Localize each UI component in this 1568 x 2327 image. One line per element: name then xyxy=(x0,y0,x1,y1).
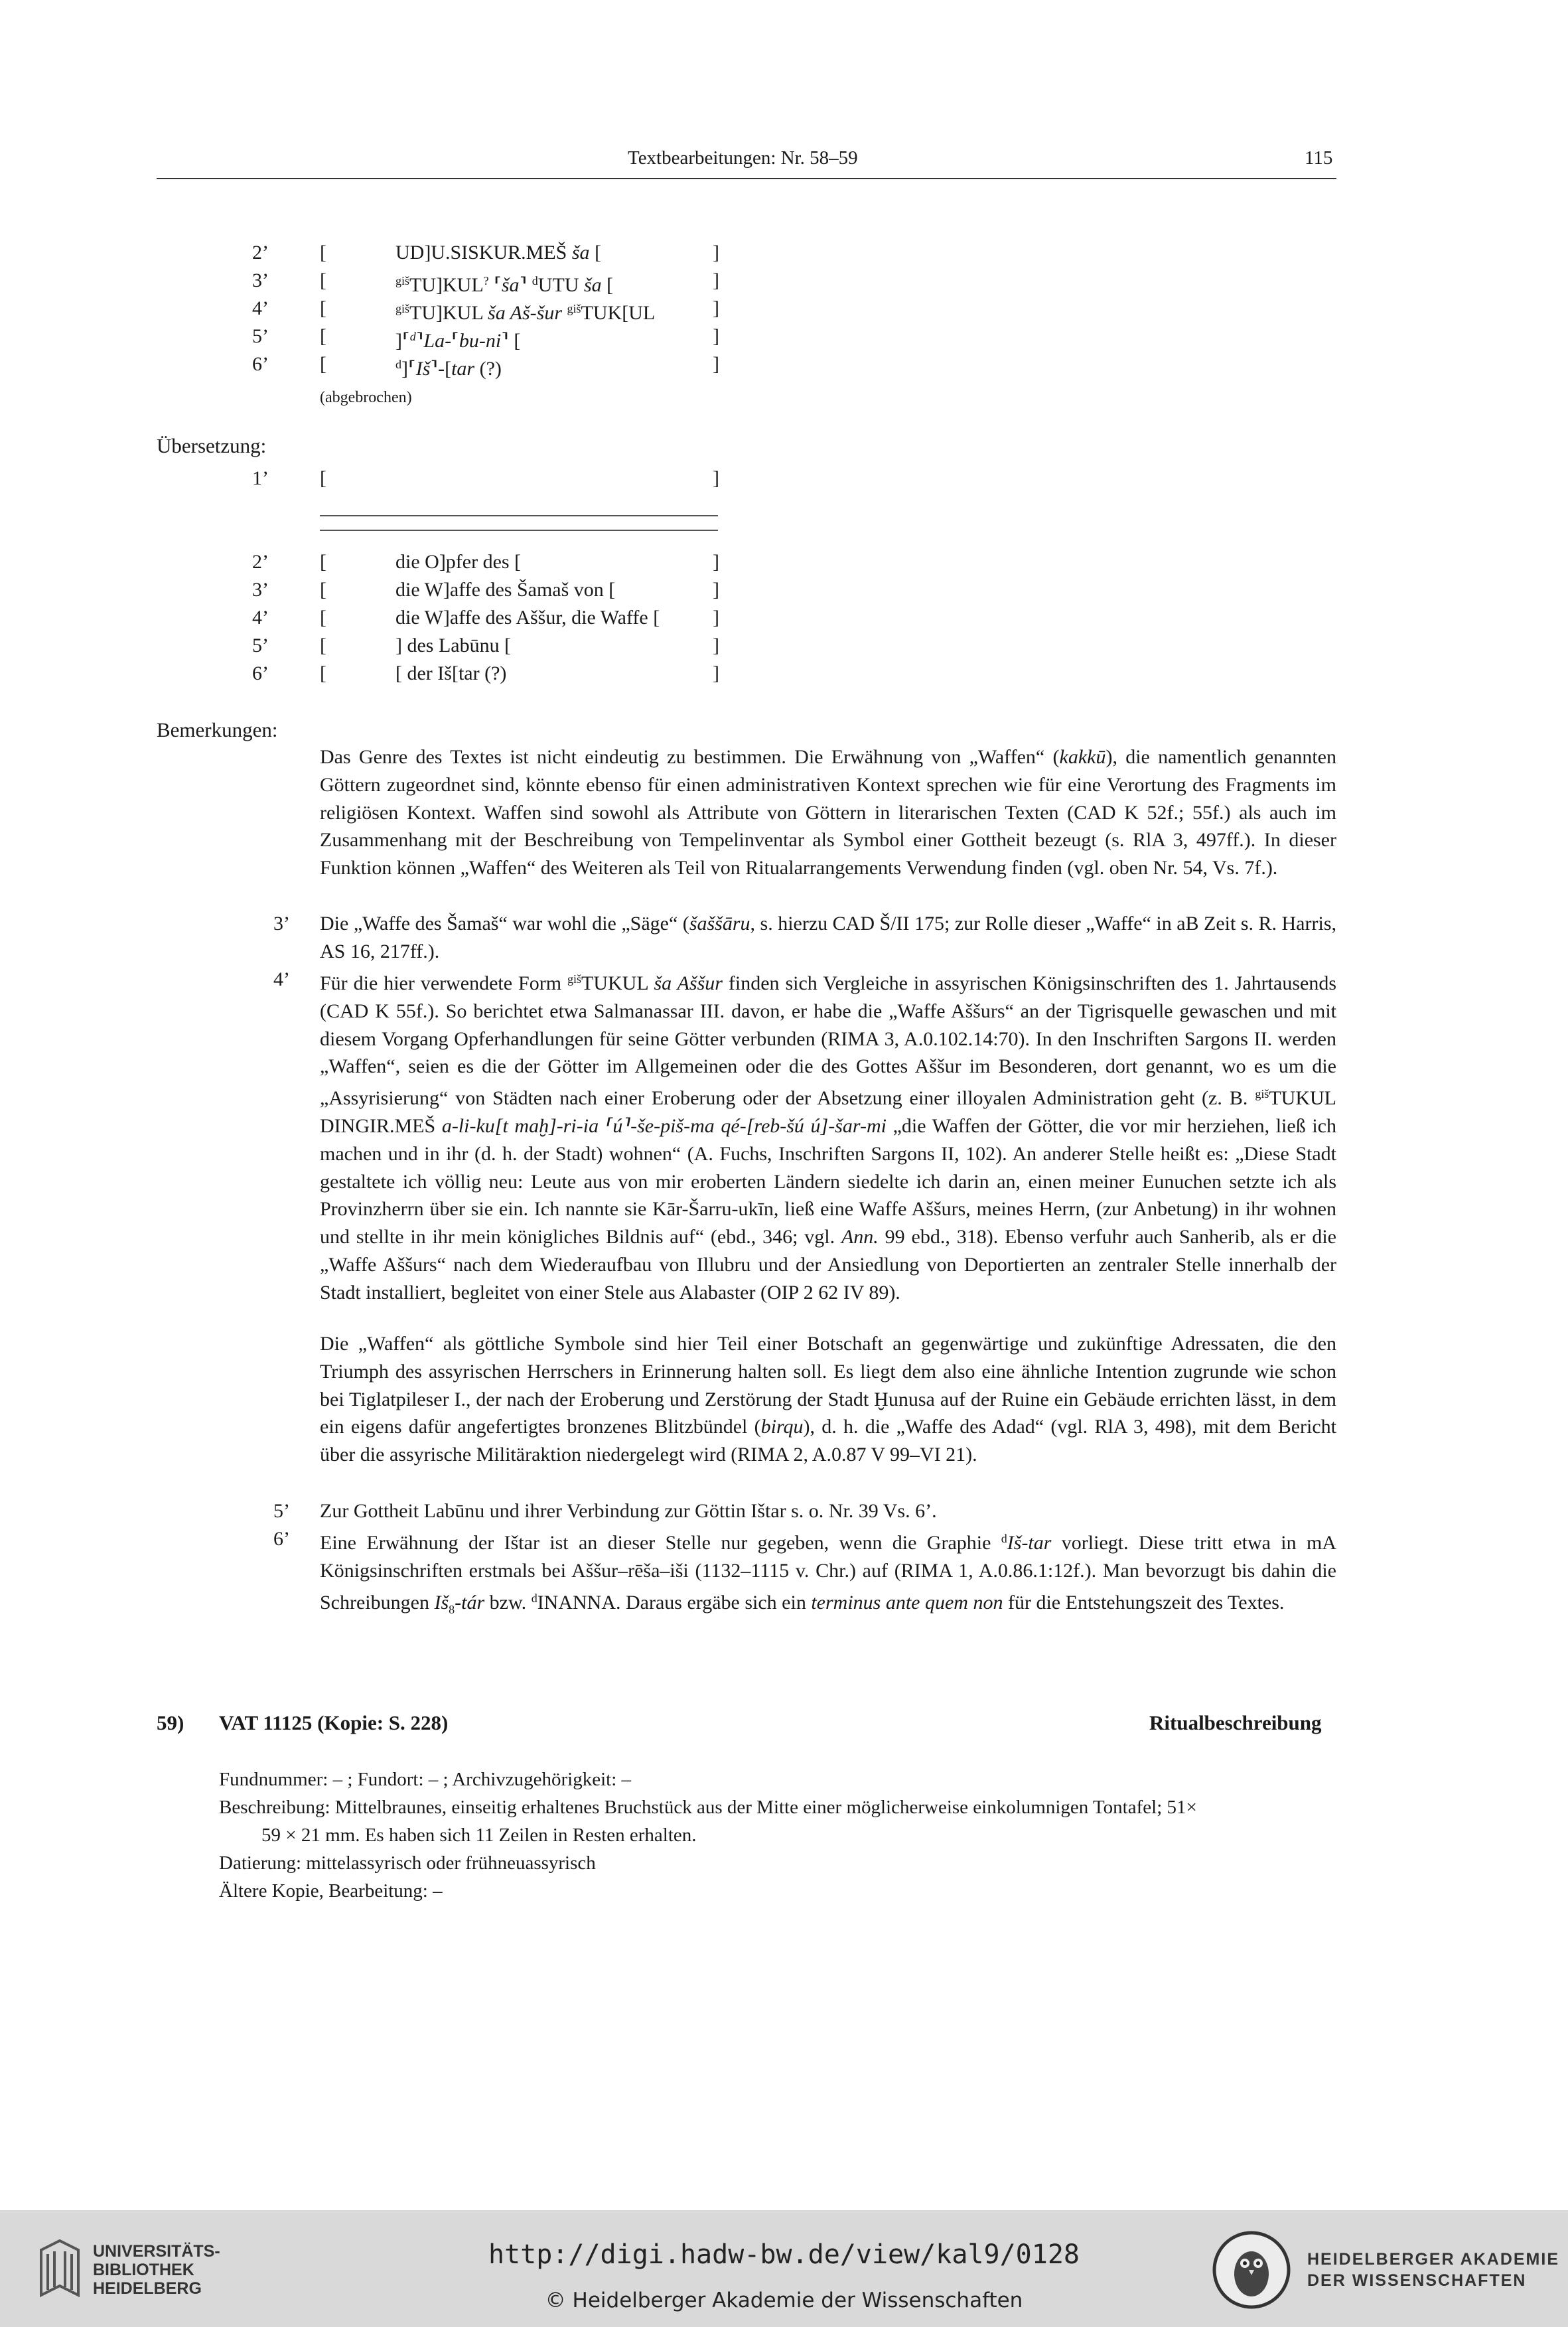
translation-line: die W]affe des Aššur, die Waffe [ xyxy=(395,607,660,629)
transliteration-line: UD]U.SISKUR.MEŠ ša [ xyxy=(395,242,602,263)
line-number: 4’ xyxy=(252,297,269,319)
left-bracket: [ xyxy=(320,467,326,489)
broken-off-note: (abgebrochen) xyxy=(320,389,412,406)
remark-line-ref: 6’ xyxy=(273,1528,290,1550)
transliteration-line: $^{giš}$TU]KUL ša Aš-šur $^{giš}$TUK[UL xyxy=(395,302,656,324)
left-bracket: [ xyxy=(320,297,326,319)
meta-line: Ältere Kopie, Bearbeitung: – xyxy=(219,1880,443,1902)
right-bracket: ] xyxy=(713,242,719,263)
left-bracket: [ xyxy=(320,325,326,347)
line-number: 5’ xyxy=(252,325,269,347)
meta-line: Beschreibung: Mittelbraunes, einseitig erhaltenes Bruchstück aus der Mitte einer möglicherweise einkolumnigen Tontafel; 51× xyxy=(219,1797,1197,1818)
page-number: 115 xyxy=(1305,147,1333,169)
left-bracket: [ xyxy=(320,662,326,684)
right-bracket: ] xyxy=(713,635,719,656)
remarks-label: Bemerkungen: xyxy=(157,718,278,741)
line-number: 2’ xyxy=(252,551,269,573)
meta-line: Datierung: mittelassyrisch oder frühneuassyrisch xyxy=(219,1852,596,1874)
left-bracket: [ xyxy=(320,607,326,629)
translation-line: die W]affe des Šamaš von [ xyxy=(395,579,616,601)
left-bracket: [ xyxy=(320,551,326,573)
meta-line: 59 × 21 mm. Es haben sich 11 Zeilen in Resten erhalten. xyxy=(261,1825,697,1846)
running-title: Textbearbeitungen: Nr. 58–59 xyxy=(628,147,858,169)
line-number: 1’ xyxy=(252,467,269,489)
line-number: 3’ xyxy=(252,579,269,601)
line-number: 5’ xyxy=(252,635,269,656)
translation-line: die O]pfer des [ xyxy=(395,551,522,573)
left-bracket: [ xyxy=(320,579,326,601)
transliteration-line: ]⸢$^d$⸣La-⸢bu-ni⸣ [ xyxy=(395,330,521,352)
right-bracket: ] xyxy=(713,579,719,601)
translation-label: Übersetzung: xyxy=(157,434,267,457)
translation-line: [ der Iš[tar (?) xyxy=(395,662,507,684)
remarks-paragraph: Die „Waffen“ als göttliche Symbole sind hier Teil einer Botschaft an gegenwärtige und zukünftige Adressaten, die den Triumph des assyrischen Herrschers in Erinnerung halten soll. Es liegt dem also eine ähnliche Intention zugrunde wie schon bei Tiglatpileser I., der nach der Eroberung und Zerstörung der Stadt Ḫunusa auf der Ruine ein Gebäude errichten lässt, in dem ein eigens dafür angefertigtes bronzenes Blitzbündel (birqu), d. h. die „Waffe des Adad“ (vgl. RlA 3, 498), mit dem Bericht über die assyrische Militäraktion niedergelegt wird (RIMA 2, A.0.87 V 99–VI 21). xyxy=(320,1333,1336,1466)
remark-line-ref: 3’ xyxy=(273,913,290,935)
line-number: 2’ xyxy=(252,242,269,263)
left-bracket: [ xyxy=(320,269,326,291)
permalink-url[interactable]: http://digi.hadw-bw.de/view/kal9/0128 xyxy=(488,2239,1080,2270)
right-bracket: ] xyxy=(713,662,719,684)
meta-line: Fundnummer: – ; Fundort: – ; Archivzugehörigkeit: – xyxy=(219,1769,632,1790)
transliteration-line: $^{giš}$TU]KUL? ⸢ša⸣ $^d$UTU ša [ xyxy=(395,274,614,296)
entry-number: 59) xyxy=(157,1711,184,1734)
remarks-paragraph: Das Genre des Textes ist nicht eindeutig zu bestimmen. Die Erwähnung von „Waffen“ (kakkū), die namentlich genannten Göttern zugeordnet sind, könnte ebenso für einen administrativen Kontext sprechen wie für eine Verortung des Fragments im religiösen Kontext. Waffen sind sowohl als Attribute von Göttern in literarischen Texten (CAD K 52f.; 55f.) als auch im Zusammenhang mit der Beschreibung von Tempelinventar als Symbol einer Gottheit bezeugt (s. RlA 3, 497ff.). In dieser Funktion können „Waffen“ des Weiteren als Teil von Ritualarrangements Verwendung finden (vgl. oben Nr. 54, Vs. 7f.). xyxy=(320,746,1336,879)
right-bracket: ] xyxy=(713,269,719,291)
transliteration-line: $^d$]⸢Iš⸣-[tar (?) xyxy=(395,358,502,380)
line-number: 3’ xyxy=(252,269,269,291)
right-bracket: ] xyxy=(713,551,719,573)
right-bracket: ] xyxy=(713,297,719,319)
hadw-label: HEIDELBERGER AKADEMIE DER WISSENSCHAFTEN xyxy=(1307,2250,1559,2290)
right-bracket: ] xyxy=(713,353,719,375)
header-rule xyxy=(157,178,1336,179)
divider-line xyxy=(320,515,718,516)
remark-line-ref: 4’ xyxy=(273,968,290,990)
ub-heidelberg-label: UNIVERSITÄTS- BIBLIOTHEK HEIDELBERG xyxy=(93,2242,220,2298)
owl-medallion-icon xyxy=(1212,2230,1291,2310)
right-bracket: ] xyxy=(713,467,719,489)
right-bracket: ] xyxy=(713,325,719,347)
entry-genre: Ritualbeschreibung xyxy=(1149,1711,1322,1734)
right-bracket: ] xyxy=(713,607,719,629)
remark-line-ref: 5’ xyxy=(273,1500,290,1522)
divider-line xyxy=(320,530,718,531)
translation-line: ] des Labūnu [ xyxy=(395,635,512,656)
remarks-paragraph: Die „Waffe des Šamaš“ war wohl die „Säge“ (šaššāru, s. hierzu CAD Š/II 175; zur Rolle dieser „Waffe“ in aB Zeit s. R. Harris, AS 16, 217ff.). xyxy=(320,913,1336,962)
line-number: 4’ xyxy=(252,607,269,629)
line-number: 6’ xyxy=(252,662,269,684)
line-number: 6’ xyxy=(252,353,269,375)
left-bracket: [ xyxy=(320,242,326,263)
left-bracket: [ xyxy=(320,635,326,656)
remarks-paragraph: Für die hier verwendete Form $^{giš}$TUKUL ša Aššur finden sich Vergleiche in assyrischen Königsinschriften des 1. Jahrtausends (CAD K 55f.). So berichtet etwa Salmanassar III. davon, er habe die „Waffe Aššurs“ an der Tigrisquelle gewaschen und mit diesem Vorgang Opferhandlungen für seine Götter verbunden (RIMA 3, A.0.102.14:70). In den Inschriften Sargons II. werden „Waffen“, seien es die der Götter im Allgemeinen oder die des Gottes Aššur im Besonderen, dort genannt, wo es um die „Assyrisierung“ von Städten nach einer Eroberung oder der Absetzung einer illoyalen Administration geht (z. B. $^{giš}$TUKUL DINGIR.MEŠ a-li-ku[t maḫ]-ri-ia ⸢ú⸣-še-piš-ma qé-[reb-šú ú]-šar-mi „die Waffen der Götter, die vor mir herziehen, ließ ich machen und in ihr (d. h. der Stadt) wohnen“ (A. Fuchs, Inschriften Sargons II, 102). An anderer Stelle heißt es: „Diese Stadt gestaltete ich völlig neu: Leute aus von mir eroberten Ländern siedelte ich darin an, einen meiner Eunuchen setzte ich als Provinzherrn über sie ein. Ich nannte sie Kār-Šarru-ukīn, ließ eine Waffe Aššurs, meines Herrn, (zur Anbetung) in ihr wohnen und stellte in ihr mein königliches Bildnis auf“ (ebd., 346; vgl. Ann. 99 ebd., 318). Ebenso verfuhr auch Sanherib, als er die „Waffe Aššurs“ nach dem Wiederaufbau von Illubru und der Ansiedlung von Deportierten an zentraler Stelle innerhalb der Stadt installiert, begleitet von einer Stele aus Alabaster (OIP 2 62 IV 89). xyxy=(320,972,1336,1304)
remarks-paragraph: Eine Erwähnung der Ištar ist an dieser Stelle nur gegeben, wenn die Graphie $^d$Iš-tar vorliegt. Diese tritt etwa in mA Königsinschriften erstmals bei Aššur–rēša–iši (1132–1115 v. Chr.) auf (RIMA 1, A.0.86.1:12f.). Man bevorzugt bis dahin die Schreibungen $Iš_8$-tár bzw. $^d$INANNA. Daraus ergäbe sich ein terminus ante quem non für die Entstehungszeit des Textes. xyxy=(320,1532,1336,1616)
copyright-notice: © Heidelberger Akademie der Wissenschaften xyxy=(545,2289,1023,2312)
footer-bar xyxy=(0,2210,1568,2327)
entry-title: VAT 11125 (Kopie: S. 228) xyxy=(219,1711,449,1734)
remarks-paragraph: Zur Gottheit Labūnu und ihrer Verbindung zur Göttin Ištar s. o. Nr. 39 Vs. 6’. xyxy=(320,1500,937,1522)
left-bracket: [ xyxy=(320,353,326,375)
